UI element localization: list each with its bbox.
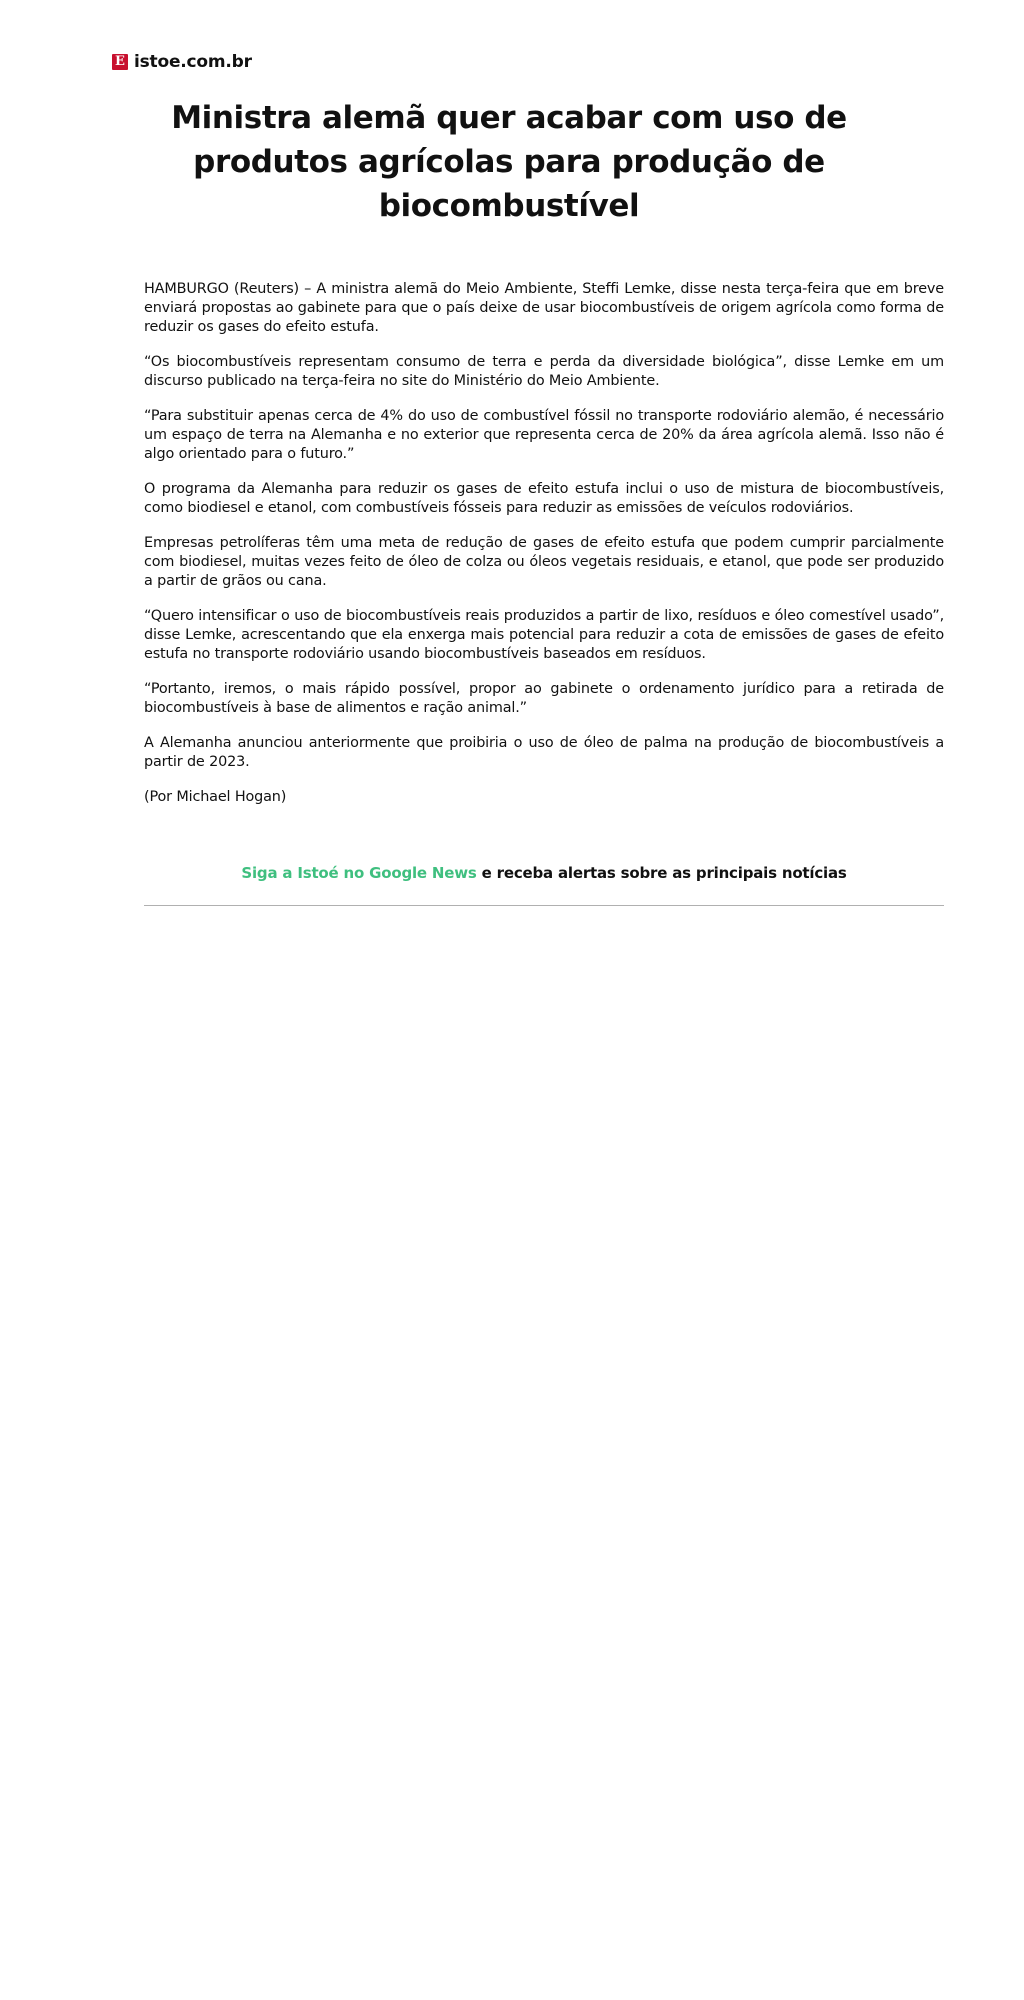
- article-body: [144, 280, 944, 807]
- site-header: [112, 52, 252, 72]
- google-news-follow: [144, 863, 944, 883]
- site-logo-icon: E: [112, 54, 128, 70]
- article-headline: Ministra alemã quer acabar com uso de produtos agrícolas para produção de biocombustível: [171, 100, 847, 224]
- divider: [144, 905, 944, 906]
- article-byline: (Por Michael Hogan): [144, 789, 287, 805]
- article-paragraph: A Alemanha anunciou anteriormente que proibiria o uso de óleo de palma na produção de biocombustíveis a partir de 2023.: [144, 735, 944, 770]
- article-paragraph: O programa da Alemanha para reduzir os gases de efeito estufa inclui o uso de mistura de biocombustíveis, como biodiesel e etanol, com combustíveis fósseis para reduzir as emissões de veículos rodoviários.: [144, 481, 944, 516]
- article-paragraph: Empresas petrolíferas têm uma meta de redução de gases de efeito estufa que podem cumprir parcialmente com biodiesel, muitas vezes feito de óleo de colza ou óleos vegetais residuais, e etanol, que pode ser produzido a partir de grãos ou cana.: [144, 535, 944, 589]
- article-paragraph: “Os biocombustíveis representam consumo de terra e perda da diversidade biológica”, disse Lemke em um discurso publicado na terça-feira no site do Ministério do Meio Ambiente.: [144, 354, 944, 389]
- google-news-link[interactable]: Siga a Istoé no Google News: [241, 864, 477, 882]
- article-paragraph: “Para substituir apenas cerca de 4% do uso de combustível fóssil no transporte rodoviário alemão, é necessário um espaço de terra na Alemanha e no exterior que representa cerca de 20% da área agrícola alemã. Isso não é algo orientado para o futuro.”: [144, 408, 944, 462]
- article-paragraph: HAMBURGO (Reuters) – A ministra alemã do Meio Ambiente, Steffi Lemke, disse nesta terça-feira que em breve enviará propostas ao gabinete para que o país deixe de usar biocombustíveis de origem agrícola como forma de reduzir os gases do efeito estufa.: [144, 281, 944, 335]
- article: [144, 96, 944, 914]
- article-paragraph: “Quero intensificar o uso de biocombustíveis reais produzidos a partir de lixo, resíduos e óleo comestível usado”, disse Lemke, acrescentando que ela enxerga mais potencial para reduzir a cota de emissões de gases de efeito estufa no transporte rodoviário usando biocombustíveis baseados em resíduos.: [144, 608, 944, 662]
- google-news-follow-text: e receba alertas sobre as principais notícias: [476, 864, 847, 882]
- article-paragraph: “Portanto, iremos, o mais rápido possível, propor ao gabinete o ordenamento jurídico para a retirada de biocombustíveis à base de alimentos e ração animal.”: [144, 681, 944, 716]
- site-name-link[interactable]: istoe.com.br: [134, 52, 252, 72]
